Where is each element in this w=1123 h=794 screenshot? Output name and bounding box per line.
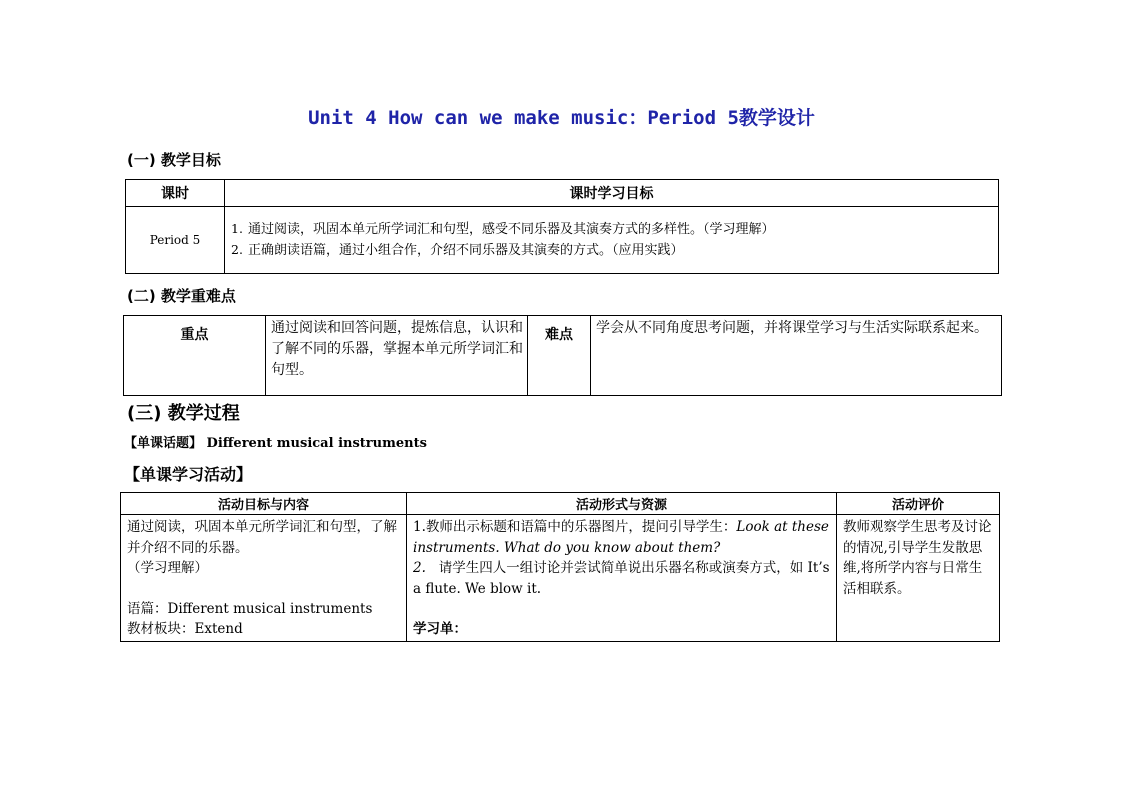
title-english: Unit 4 How can we make music：Period 5: [308, 107, 739, 129]
activity-goal-cell: [121, 515, 407, 642]
goal-text: 通过阅读，巩固本单元所学词汇和句型，感受不同乐器及其演奏方式的多样性。（学习理解）: [248, 222, 775, 237]
goal-number: 1.: [231, 221, 243, 236]
activities-header-form: 活动形式与资源: [407, 493, 837, 515]
step-2-text: 请学生四人一组讨论并尝试简单说出乐器名称或演奏方式，如 It’s a flute. We blow it.: [413, 560, 830, 597]
activities-table: [120, 492, 1000, 642]
goal-tag: （学习理解）: [127, 560, 208, 576]
module-label: 教材板块：Extend: [127, 621, 243, 637]
section-heading-key-points: (二) 教学重难点: [127, 287, 236, 305]
lesson-topic: [124, 432, 427, 451]
activities-header-evaluation: 活动评价: [837, 493, 1000, 515]
activity-form-cell: [407, 515, 837, 642]
objectives-header-period: 课时: [126, 180, 225, 207]
goal-description: 通过阅读，巩固本单元所学词汇和句型，了解并介绍不同的乐器。: [127, 519, 397, 556]
key-text: 通过阅读和回答问题，提炼信息，认识和了解不同的乐器，掌握本单元所学词汇和句型。: [266, 316, 528, 396]
goal-item: [231, 219, 998, 240]
period-cell: Period 5: [126, 207, 225, 274]
title-chinese: 教学设计: [738, 107, 815, 129]
section-heading-objectives: (一) 教学目标: [127, 151, 221, 169]
topic-label: 【单课话题】: [124, 436, 203, 451]
activity-heading: 【单课学习活动】: [124, 465, 253, 484]
document-title: [0, 105, 1123, 131]
step-2-number: 2.: [413, 560, 426, 576]
worksheet-label: 学习单：: [413, 621, 467, 637]
difficult-label: 难点: [528, 316, 591, 396]
key-label: 重点: [124, 316, 266, 396]
key-points-table: [123, 315, 1002, 396]
activities-header-goal: 活动目标与内容: [121, 493, 407, 515]
objectives-header-goals: 课时学习目标: [225, 180, 999, 207]
objectives-table: [125, 179, 999, 274]
goals-cell: [225, 207, 999, 274]
step-2: [413, 558, 832, 599]
goal-number: 2.: [231, 242, 243, 257]
goal-item: [231, 240, 998, 261]
topic-text: Different musical instruments: [206, 436, 427, 451]
step-1: [413, 517, 832, 558]
difficult-text: 学会从不同角度思考问题，并将课堂学习与生活实际联系起来。: [591, 316, 1002, 396]
goal-text: 正确朗读语篇，通过小组合作，介绍不同乐器及其演奏的方式。（应用实践）: [248, 243, 684, 258]
section-heading-process: (三) 教学过程: [127, 403, 240, 424]
step-1-question: Look at these instruments. What do you know about them?: [413, 519, 829, 556]
activity-evaluation-cell: 教师观察学生思考及讨论的情况,引导学生发散思维,将所学内容与日常生活相联系。: [837, 515, 1000, 642]
step-1-text: 1.教师出示标题和语篇中的乐器图片，提问引导学生：: [413, 519, 737, 535]
passage-label: 语篇：Different musical instruments: [127, 600, 373, 617]
